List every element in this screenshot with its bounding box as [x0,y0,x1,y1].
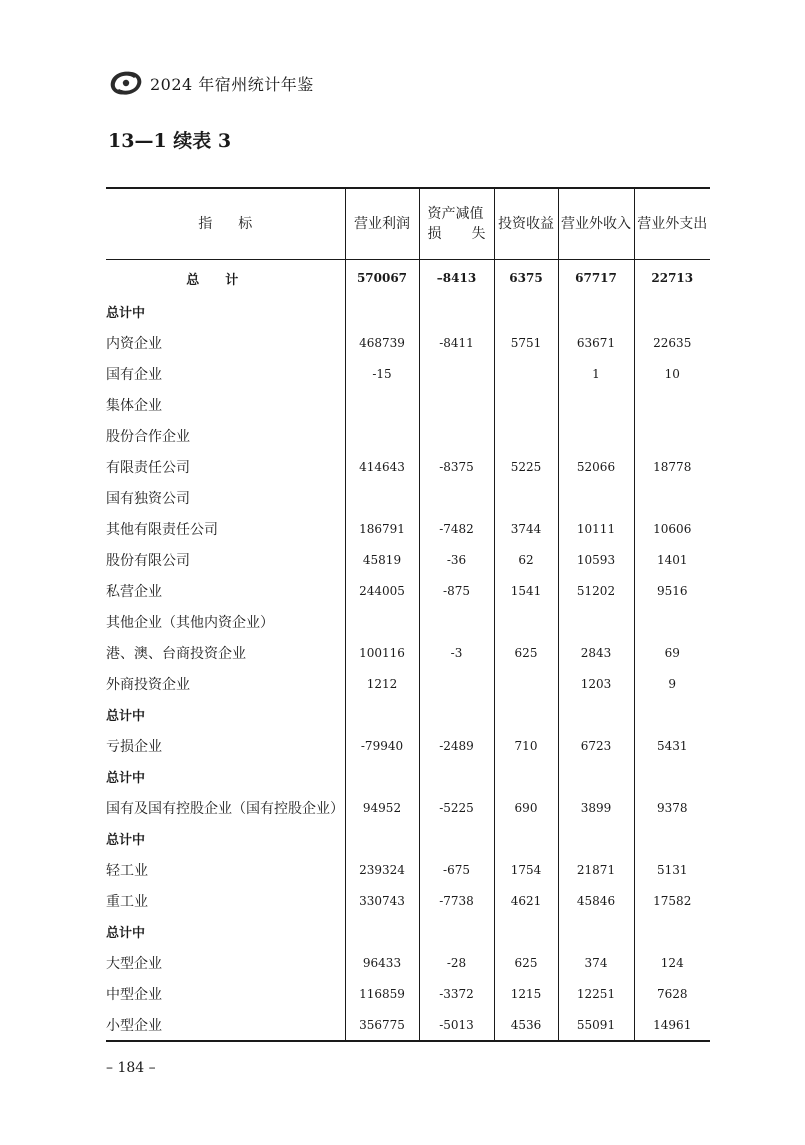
table-cell: 414643 [345,451,419,482]
row-label: 轻工业 [106,862,148,879]
column-header-indicator: 指标 [106,188,345,260]
table-cell: 5751 [494,327,558,358]
table-cell [419,823,494,854]
table-cell [558,761,634,792]
table-cell [494,699,558,730]
table-cell: -8411 [419,327,494,358]
yearbook-logo-icon [108,69,144,97]
table-cell: 14961 [634,1009,710,1041]
table-row [106,978,710,1009]
table-cell [634,823,710,854]
table-cell: -28 [419,947,494,978]
table-cell [634,606,710,637]
table-cell [419,420,494,451]
table-cell [419,606,494,637]
table-cell: -15 [345,358,419,389]
table-cell [634,420,710,451]
table-cell: 21871 [558,854,634,885]
table-cell [494,761,558,792]
table-title: 13—1 续表 3 [108,130,232,152]
table-cell: 374 [558,947,634,978]
row-label: 港、澳、台商投资企业 [106,645,246,662]
table-cell: 124 [634,947,710,978]
table-row [106,420,710,451]
table-cell [558,699,634,730]
table-cell: -675 [419,854,494,885]
row-label: 小型企业 [106,1017,162,1034]
table-cell [558,916,634,947]
table-cell: 2843 [558,637,634,668]
table-cell [558,389,634,420]
table-cell [345,296,419,327]
table-row [106,916,710,947]
yearbook-title: 2024 年宿州统计年鉴 [150,74,314,94]
table-cell: 356775 [345,1009,419,1041]
table-cell: 6375 [494,260,558,297]
table-cell [494,606,558,637]
row-label: 国有独资公司 [106,490,190,507]
row-label: 总计中 [106,926,146,941]
page-number: – 184 – [106,1060,156,1076]
table-cell [494,916,558,947]
table-cell [634,482,710,513]
table-cell: 625 [494,637,558,668]
table-cell: 17582 [634,885,710,916]
table-cell: -8375 [419,451,494,482]
table-cell: 244005 [345,575,419,606]
row-label: 国有企业 [106,366,162,383]
table-cell: 52066 [558,451,634,482]
table-cell: -7482 [419,513,494,544]
row-label: 总计中 [106,771,146,786]
table-cell: 96433 [345,947,419,978]
table-cell: 5131 [634,854,710,885]
row-label: 总计中 [106,833,146,848]
table-cell: 7628 [634,978,710,1009]
table-header-row [106,188,710,260]
table-cell: 10 [634,358,710,389]
table-cell [558,606,634,637]
table-row [106,513,710,544]
table-row [106,296,710,327]
table-cell: 5225 [494,451,558,482]
table-cell [345,482,419,513]
row-label: 重工业 [106,893,148,910]
row-label: 内资企业 [106,335,162,352]
table-cell: 5431 [634,730,710,761]
table-cell [494,482,558,513]
table-row [106,482,710,513]
column-header-operating-profit: 营业利润 [345,188,419,260]
table-cell [345,699,419,730]
table-cell: 63671 [558,327,634,358]
table-cell [419,482,494,513]
column-header-asset-impairment: 资产减值 损 失 [419,188,494,260]
table-cell [634,296,710,327]
table-cell: 570067 [345,260,419,297]
table-cell: 10593 [558,544,634,575]
table-cell [634,761,710,792]
table-row [106,637,710,668]
table-cell: 239324 [345,854,419,885]
table-cell: 9516 [634,575,710,606]
row-label: 总计中 [106,306,146,321]
table-body [106,260,710,1042]
table-cell: -2489 [419,730,494,761]
table-cell [494,358,558,389]
table-cell: 6723 [558,730,634,761]
column-header-investment-income: 投资收益 [494,188,558,260]
row-label: 其他有限责任公司 [106,521,218,538]
table-cell: -7738 [419,885,494,916]
table-cell [419,389,494,420]
table-cell: 186791 [345,513,419,544]
table-row [106,823,710,854]
table-cell: 330743 [345,885,419,916]
table-cell: -875 [419,575,494,606]
table-cell [558,296,634,327]
table-cell: -79940 [345,730,419,761]
row-label: 亏损企业 [106,738,162,755]
row-label: 大型企业 [106,955,162,972]
table-cell: 1212 [345,668,419,699]
row-label: 集体企业 [106,397,162,414]
table-cell [419,916,494,947]
table-cell: 10606 [634,513,710,544]
table-cell: -3372 [419,978,494,1009]
table-cell [345,916,419,947]
table-cell [419,296,494,327]
row-label: 有限责任公司 [106,459,190,476]
table-cell: 55091 [558,1009,634,1041]
table-cell: 1203 [558,668,634,699]
table-cell: 12251 [558,978,634,1009]
table-cell [494,668,558,699]
table-cell [558,482,634,513]
table-cell [494,420,558,451]
table-cell [634,389,710,420]
table-cell: 45846 [558,885,634,916]
table-cell: 22713 [634,260,710,297]
table-cell: -3 [419,637,494,668]
table-cell [345,420,419,451]
table-cell: 116859 [345,978,419,1009]
row-label: 国有及国有控股企业（国有控股企业） [106,800,344,817]
table-cell: 625 [494,947,558,978]
table-cell: 1215 [494,978,558,1009]
table-row [106,947,710,978]
table-cell: 1754 [494,854,558,885]
row-label: 总计 [186,272,265,288]
row-label: 股份合作企业 [106,428,190,445]
table-cell [558,823,634,854]
table-cell: 62 [494,544,558,575]
table-cell: 710 [494,730,558,761]
table-cell: 1401 [634,544,710,575]
table-row [106,606,710,637]
table-cell [345,389,419,420]
column-header-non-operating-income: 营业外收入 [558,188,634,260]
table-row [106,792,710,823]
table-cell: 51202 [558,575,634,606]
table-cell [345,606,419,637]
page-header [108,66,314,100]
row-label: 其他企业（其他内资企业） [106,614,274,631]
table-row [106,761,710,792]
table-row [106,885,710,916]
table-cell: 3899 [558,792,634,823]
table-cell: -5225 [419,792,494,823]
column-header-non-operating-expense: 营业外支出 [634,188,710,260]
table-row [106,260,710,297]
table-cell: 94952 [345,792,419,823]
table-cell [494,823,558,854]
table-cell: 10111 [558,513,634,544]
table-cell: 22635 [634,327,710,358]
table-cell [558,420,634,451]
table-cell: 1541 [494,575,558,606]
row-label: 外商投资企业 [106,676,190,693]
table-cell [419,358,494,389]
row-label: 中型企业 [106,986,162,1003]
table-row [106,358,710,389]
row-label: 私营企业 [106,583,162,600]
table-row [106,1009,710,1041]
table-cell [419,761,494,792]
table-cell: 4621 [494,885,558,916]
table-cell: 100116 [345,637,419,668]
table-cell: 69 [634,637,710,668]
table-cell: 9378 [634,792,710,823]
table-cell [634,699,710,730]
table-cell: 18778 [634,451,710,482]
table-row [106,668,710,699]
table-row [106,699,710,730]
table-row [106,451,710,482]
table-cell: 67717 [558,260,634,297]
table-cell: –8413 [419,260,494,297]
table-cell [634,916,710,947]
table-cell: -5013 [419,1009,494,1041]
table-row [106,730,710,761]
table-cell: 1 [558,358,634,389]
table-cell [419,668,494,699]
table-cell: 690 [494,792,558,823]
table-row [106,327,710,358]
table-cell [494,296,558,327]
table-cell: 4536 [494,1009,558,1041]
table-row [106,575,710,606]
table-row [106,389,710,420]
table-cell: 45819 [345,544,419,575]
table-cell [419,699,494,730]
row-label: 总计中 [106,709,146,724]
table-cell [494,389,558,420]
table-cell: 3744 [494,513,558,544]
table-row [106,544,710,575]
table-cell: 9 [634,668,710,699]
table-cell: -36 [419,544,494,575]
statistics-table [106,187,710,1042]
table-cell [345,823,419,854]
row-label: 股份有限公司 [106,552,190,569]
table-row [106,854,710,885]
table-cell [345,761,419,792]
table-cell: 468739 [345,327,419,358]
